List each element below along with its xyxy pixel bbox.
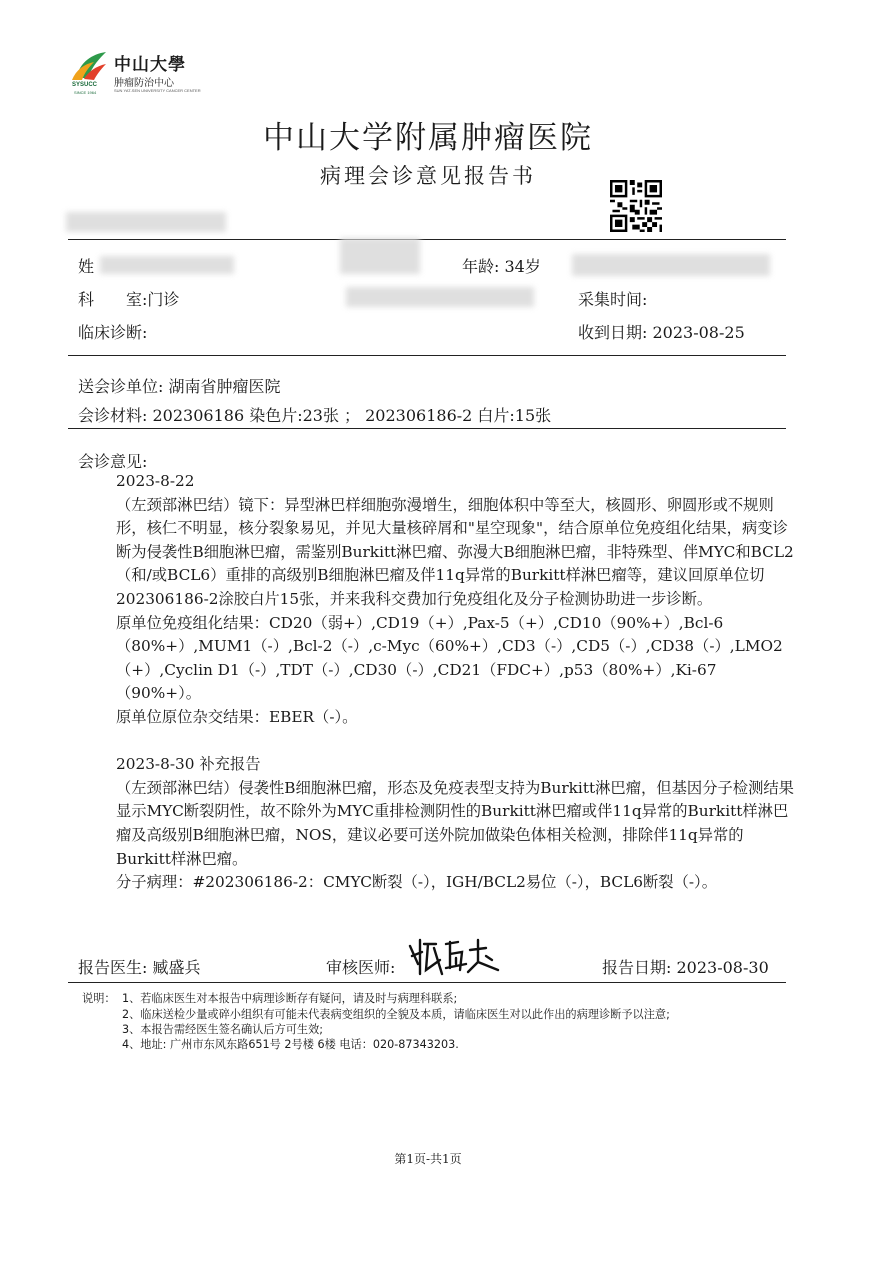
opinion-paragraph-1: （左颈部淋巴结）镜下：异型淋巴样细胞弥漫增生，细胞体积中等至大，核圆形、卵圆形或不规则形，核仁不明显，核分裂象易见，并见大量核碎屑和"星空现象"，结合原单位免疫组化结果，病变诊断为侵袭性B细胞淋巴瘤，需鉴别Burkitt淋巴瘤、弥漫大B细胞淋巴瘤，非特殊型、伴MYC和BCL2（和/或BCL6）重排的高级别B细胞淋巴瘤及伴11q异常的Burkitt样淋巴瘤等，建议回原单位切202306186-2涂胶白片15张，并来我科交费加行免疫组化及分子检测协助进一步诊断。 bbox=[116, 495, 794, 608]
age-field bbox=[462, 254, 541, 277]
opinion-date-2: 2023-8-30 补充报告 bbox=[116, 755, 261, 774]
leaf-logo-icon bbox=[70, 48, 110, 84]
logo-code: SYSUCC bbox=[72, 82, 98, 88]
redacted-name bbox=[100, 256, 234, 274]
opinion-ihc-results: 原单位免疫组化结果：CD20（弱+）,CD19（+）,Pax-5（+）,CD10（90%+）,Bcl-6（80%+）,MUM1（-）,Bcl-2（-）,c-Myc（60%+）,CD3（-）,CD5（-）,CD38（-）,LMO2（+）,Cyclin D1（-）,TDT（-）,CD30（-）,CD21（FDC+）,p53（80%+）,Ki-67（90%+）。 bbox=[116, 613, 783, 703]
logo-name-cn: 中山大學 bbox=[114, 55, 186, 75]
divider-patient bbox=[68, 355, 786, 356]
report-doctor-label: 报告医生: bbox=[78, 958, 148, 977]
received-date-label: 收到日期: bbox=[578, 323, 648, 342]
received-date-field bbox=[578, 320, 745, 343]
opinion-body bbox=[116, 470, 796, 895]
logo-since: SINCE 1964 bbox=[74, 90, 97, 95]
opinion-label: 会诊意见: bbox=[78, 452, 148, 471]
handwritten-signature-icon bbox=[406, 934, 502, 978]
qr-code-icon bbox=[610, 180, 662, 232]
logo-subtitle: 肿瘤防治中心 bbox=[114, 78, 174, 89]
divider-consult bbox=[68, 428, 786, 429]
page-number: 第1页-共1页 bbox=[394, 1152, 462, 1166]
consult-unit-field bbox=[78, 374, 281, 397]
report-date-value: 2023-08-30 bbox=[676, 958, 769, 977]
collect-time-field bbox=[578, 287, 647, 310]
redacted-id bbox=[66, 212, 226, 232]
opinion-paragraph-2: （左颈部淋巴结）侵袭性B细胞淋巴瘤，形态及免疫表型支持为Burkitt淋巴瘤，但基因分子检测结果显示MYC断裂阴性，故不除外为MYC重排检测阴性的Burkitt淋巴瘤或伴11q异常的Burkitt样淋巴瘤及高级别B细胞淋巴瘤，NOS，建议必要可送外院加做染色体相关检测，排除伴11q异常的Burkitt样淋巴瘤。 bbox=[116, 778, 794, 868]
divider-signoff bbox=[68, 982, 786, 983]
report-doctor-field bbox=[78, 955, 201, 978]
report-title: 病理会诊意见报告书 bbox=[320, 164, 536, 188]
opinion-molecular: 分子病理：#202306186-2：CMYC断裂（-），IGH/BCL2易位（-），BCL6断裂（-）。 bbox=[116, 873, 717, 892]
signature bbox=[406, 934, 502, 978]
department-field bbox=[78, 287, 179, 310]
name-label: 姓 bbox=[78, 257, 95, 276]
opinion-eber-result: 原单位原位杂交结果：EBER（-）。 bbox=[116, 707, 358, 726]
department-label: 科 室: bbox=[78, 290, 148, 309]
age-label: 年龄: bbox=[462, 257, 500, 276]
note-1: 1、若临床医生对本报告中病理诊断存有疑问，请及时与病理科联系; bbox=[122, 992, 458, 1005]
consult-material-label: 会诊材料: bbox=[78, 406, 148, 425]
redacted-hospital-no bbox=[572, 254, 770, 276]
review-doctor-label: 审核医师: bbox=[326, 958, 396, 977]
department-value: 门诊 bbox=[147, 290, 180, 309]
opinion-date-1: 2023-8-22 bbox=[116, 472, 195, 490]
collect-time-label: 采集时间: bbox=[578, 290, 648, 309]
hospital-name: 中山大学附属肿瘤医院 bbox=[263, 120, 593, 156]
clinical-diagnosis-label: 临床诊断: bbox=[78, 323, 148, 342]
consult-unit-label: 送会诊单位: bbox=[78, 377, 164, 396]
received-date-value: 2023-08-25 bbox=[652, 323, 745, 342]
note-4: 4、地址: 广州市东风东路651号 2号楼 6楼 电话：020-87343203. bbox=[122, 1038, 459, 1051]
consult-unit-value: 湖南省肿瘤医院 bbox=[168, 377, 281, 396]
hospital-logo bbox=[70, 48, 200, 96]
divider-top bbox=[68, 239, 786, 240]
consult-material-value: 202306186 染色片:23张 ； 202306186-2 白片:15张 bbox=[152, 406, 552, 425]
consult-material-field bbox=[78, 403, 551, 426]
note-2: 2、临床送检少量或碎小组织有可能未代表病变组织的全貌及本质，请临床医生对以此作出的病理诊断予以注意; bbox=[122, 1008, 670, 1021]
logo-name-en: SUN YAT-SEN UNIVERSITY CANCER CENTER bbox=[114, 88, 201, 93]
report-date-field bbox=[602, 955, 769, 978]
note-3: 3、本报告需经医生签名确认后方可生效; bbox=[122, 1023, 324, 1036]
clinical-diagnosis-field bbox=[78, 320, 147, 343]
report-date-label: 报告日期: bbox=[602, 958, 672, 977]
report-doctor-value: 臧盛兵 bbox=[152, 958, 201, 977]
notes-prefix: 说明： bbox=[82, 992, 116, 1005]
redacted-pathology-no bbox=[346, 287, 534, 307]
age-value: 34岁 bbox=[504, 257, 541, 276]
redacted-gender bbox=[340, 238, 420, 274]
